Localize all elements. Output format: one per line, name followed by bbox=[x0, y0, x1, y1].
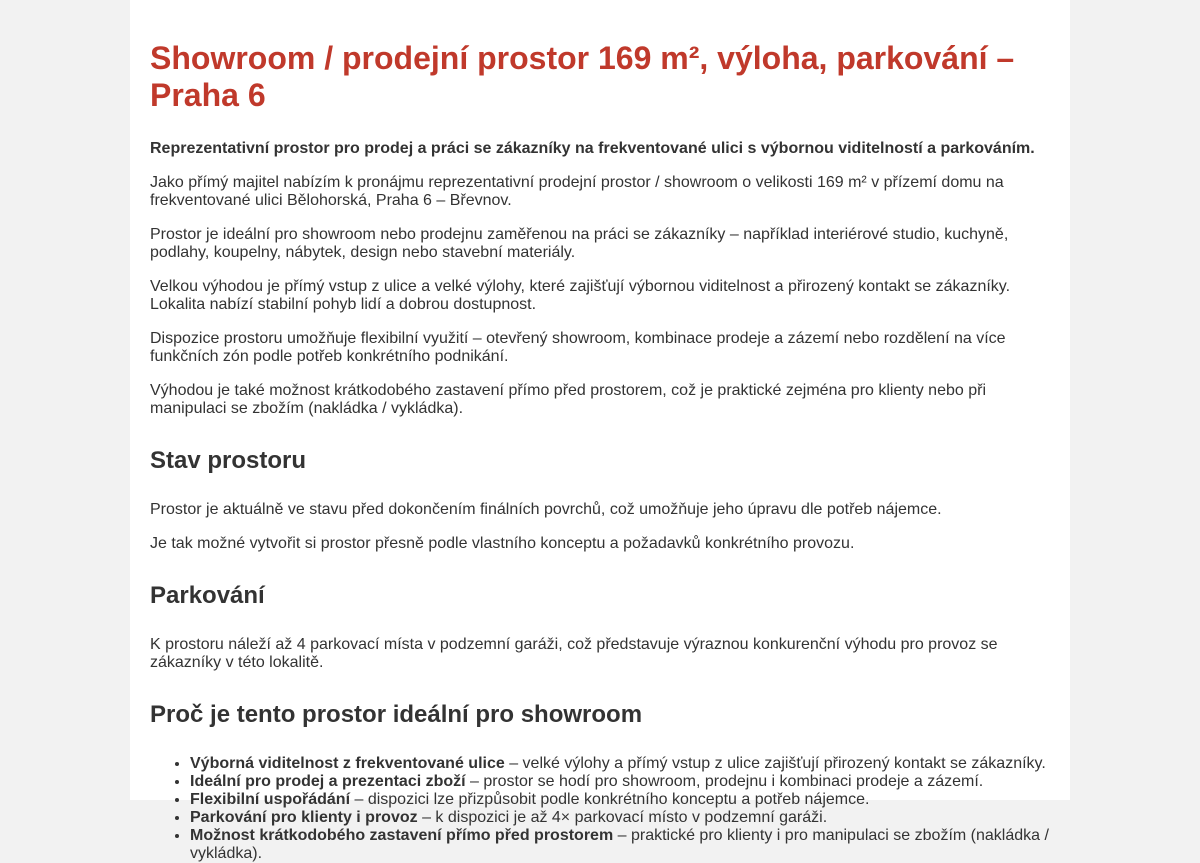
list-item-title: Parkování pro klienty i provoz bbox=[190, 809, 418, 826]
list-item-title: Možnost krátkodobého zastavení přímo před prostorem bbox=[190, 827, 614, 844]
list-item-text: – praktické pro klienty i pro manipulaci se zbožím (nakládka / vykládka). bbox=[190, 827, 1049, 862]
section-heading-condition: Stav prostoru bbox=[150, 447, 307, 474]
intro-paragraph: Prostor je ideální pro showroom nebo prodejnu zaměřenou na práci se zákazníky – například interiérové studio, kuchyně, podlahy, koupelny, nábytek, design nebo stavební materiály. bbox=[150, 226, 1009, 261]
intro-paragraph: Výhodou je také možnost krátkodobého zastavení přímo před prostorem, což je praktické zejména pro klienty nebo při manipulaci se zbožím (nakládka / vykládka). bbox=[150, 382, 986, 417]
section-heading-why: Proč je tento prostor ideální pro showroom bbox=[150, 701, 643, 728]
condition-paragraph: Je tak možné vytvořit si prostor přesně podle vlastního konceptu a požadavků konkrétního provozu. bbox=[150, 535, 855, 552]
lead-paragraph: Reprezentativní prostor pro prodej a práci se zákazníky na frekventované ulici s výbornou viditelností a parkováním. bbox=[150, 140, 1035, 157]
intro-paragraph: Dispozice prostoru umožňuje flexibilní využití – otevřený showroom, kombinace prodeje a zázemí nebo rozdělení na více funkčních zón podle potřeb konkrétního podnikání. bbox=[150, 330, 1006, 365]
intro-paragraph: Velkou výhodou je přímý vstup z ulice a velké výlohy, které zajišťují výbornou viditelnost a přirozený kontakt se zákazníky. Lokalita nabízí stabilní pohyb lidí a dobrou dostupnost. bbox=[150, 278, 1011, 313]
list-item-title: Ideální pro prodej a prezentaci zboží bbox=[190, 773, 466, 790]
benefits-list bbox=[150, 755, 1050, 863]
list-item bbox=[190, 755, 1050, 773]
list-item-title: Výborná viditelnost z frekventované ulice bbox=[190, 755, 505, 772]
page-title: Showroom / prodejní prostor 169 m², výloha, parkování – Praha 6 bbox=[150, 40, 1015, 113]
list-item bbox=[190, 827, 1050, 863]
list-item bbox=[190, 773, 1050, 791]
list-item-text: – prostor se hodí pro showroom, prodejnu i kombinaci prodeje a zázemí. bbox=[465, 773, 984, 790]
list-item-title: Flexibilní uspořádání bbox=[190, 791, 351, 808]
list-item bbox=[190, 791, 1050, 809]
list-item-text: – velké výlohy a přímý vstup z ulice zajišťují přirozený kontakt se zákazníky. bbox=[504, 755, 1046, 772]
condition-paragraph: Prostor je aktuálně ve stavu před dokončením finálních povrchů, což umožňuje jeho úpravu dle potřeb nájemce. bbox=[150, 501, 942, 518]
list-item bbox=[190, 809, 1050, 827]
list-item-text: – dispozici lze přizpůsobit podle konkrétního konceptu a potřeb nájemce. bbox=[350, 791, 870, 808]
list-item-text: – k dispozici je až 4× parkovací místo v podzemní garáži. bbox=[417, 809, 828, 826]
listing-article bbox=[130, 0, 1070, 862]
intro-paragraph: Jako přímý majitel nabízím k pronájmu reprezentativní prodejní prostor / showroom o velikosti 169 m² v přízemí domu na frekventované ulici Bělohorská, Praha 6 – Břevnov. bbox=[150, 174, 1004, 209]
section-heading-parking: Parkování bbox=[150, 582, 265, 609]
parking-paragraph: K prostoru náleží až 4 parkovací místa v podzemní garáži, což představuje výraznou konkurenční výhodu pro provoz se zákazníky v této lokalitě. bbox=[150, 636, 998, 671]
